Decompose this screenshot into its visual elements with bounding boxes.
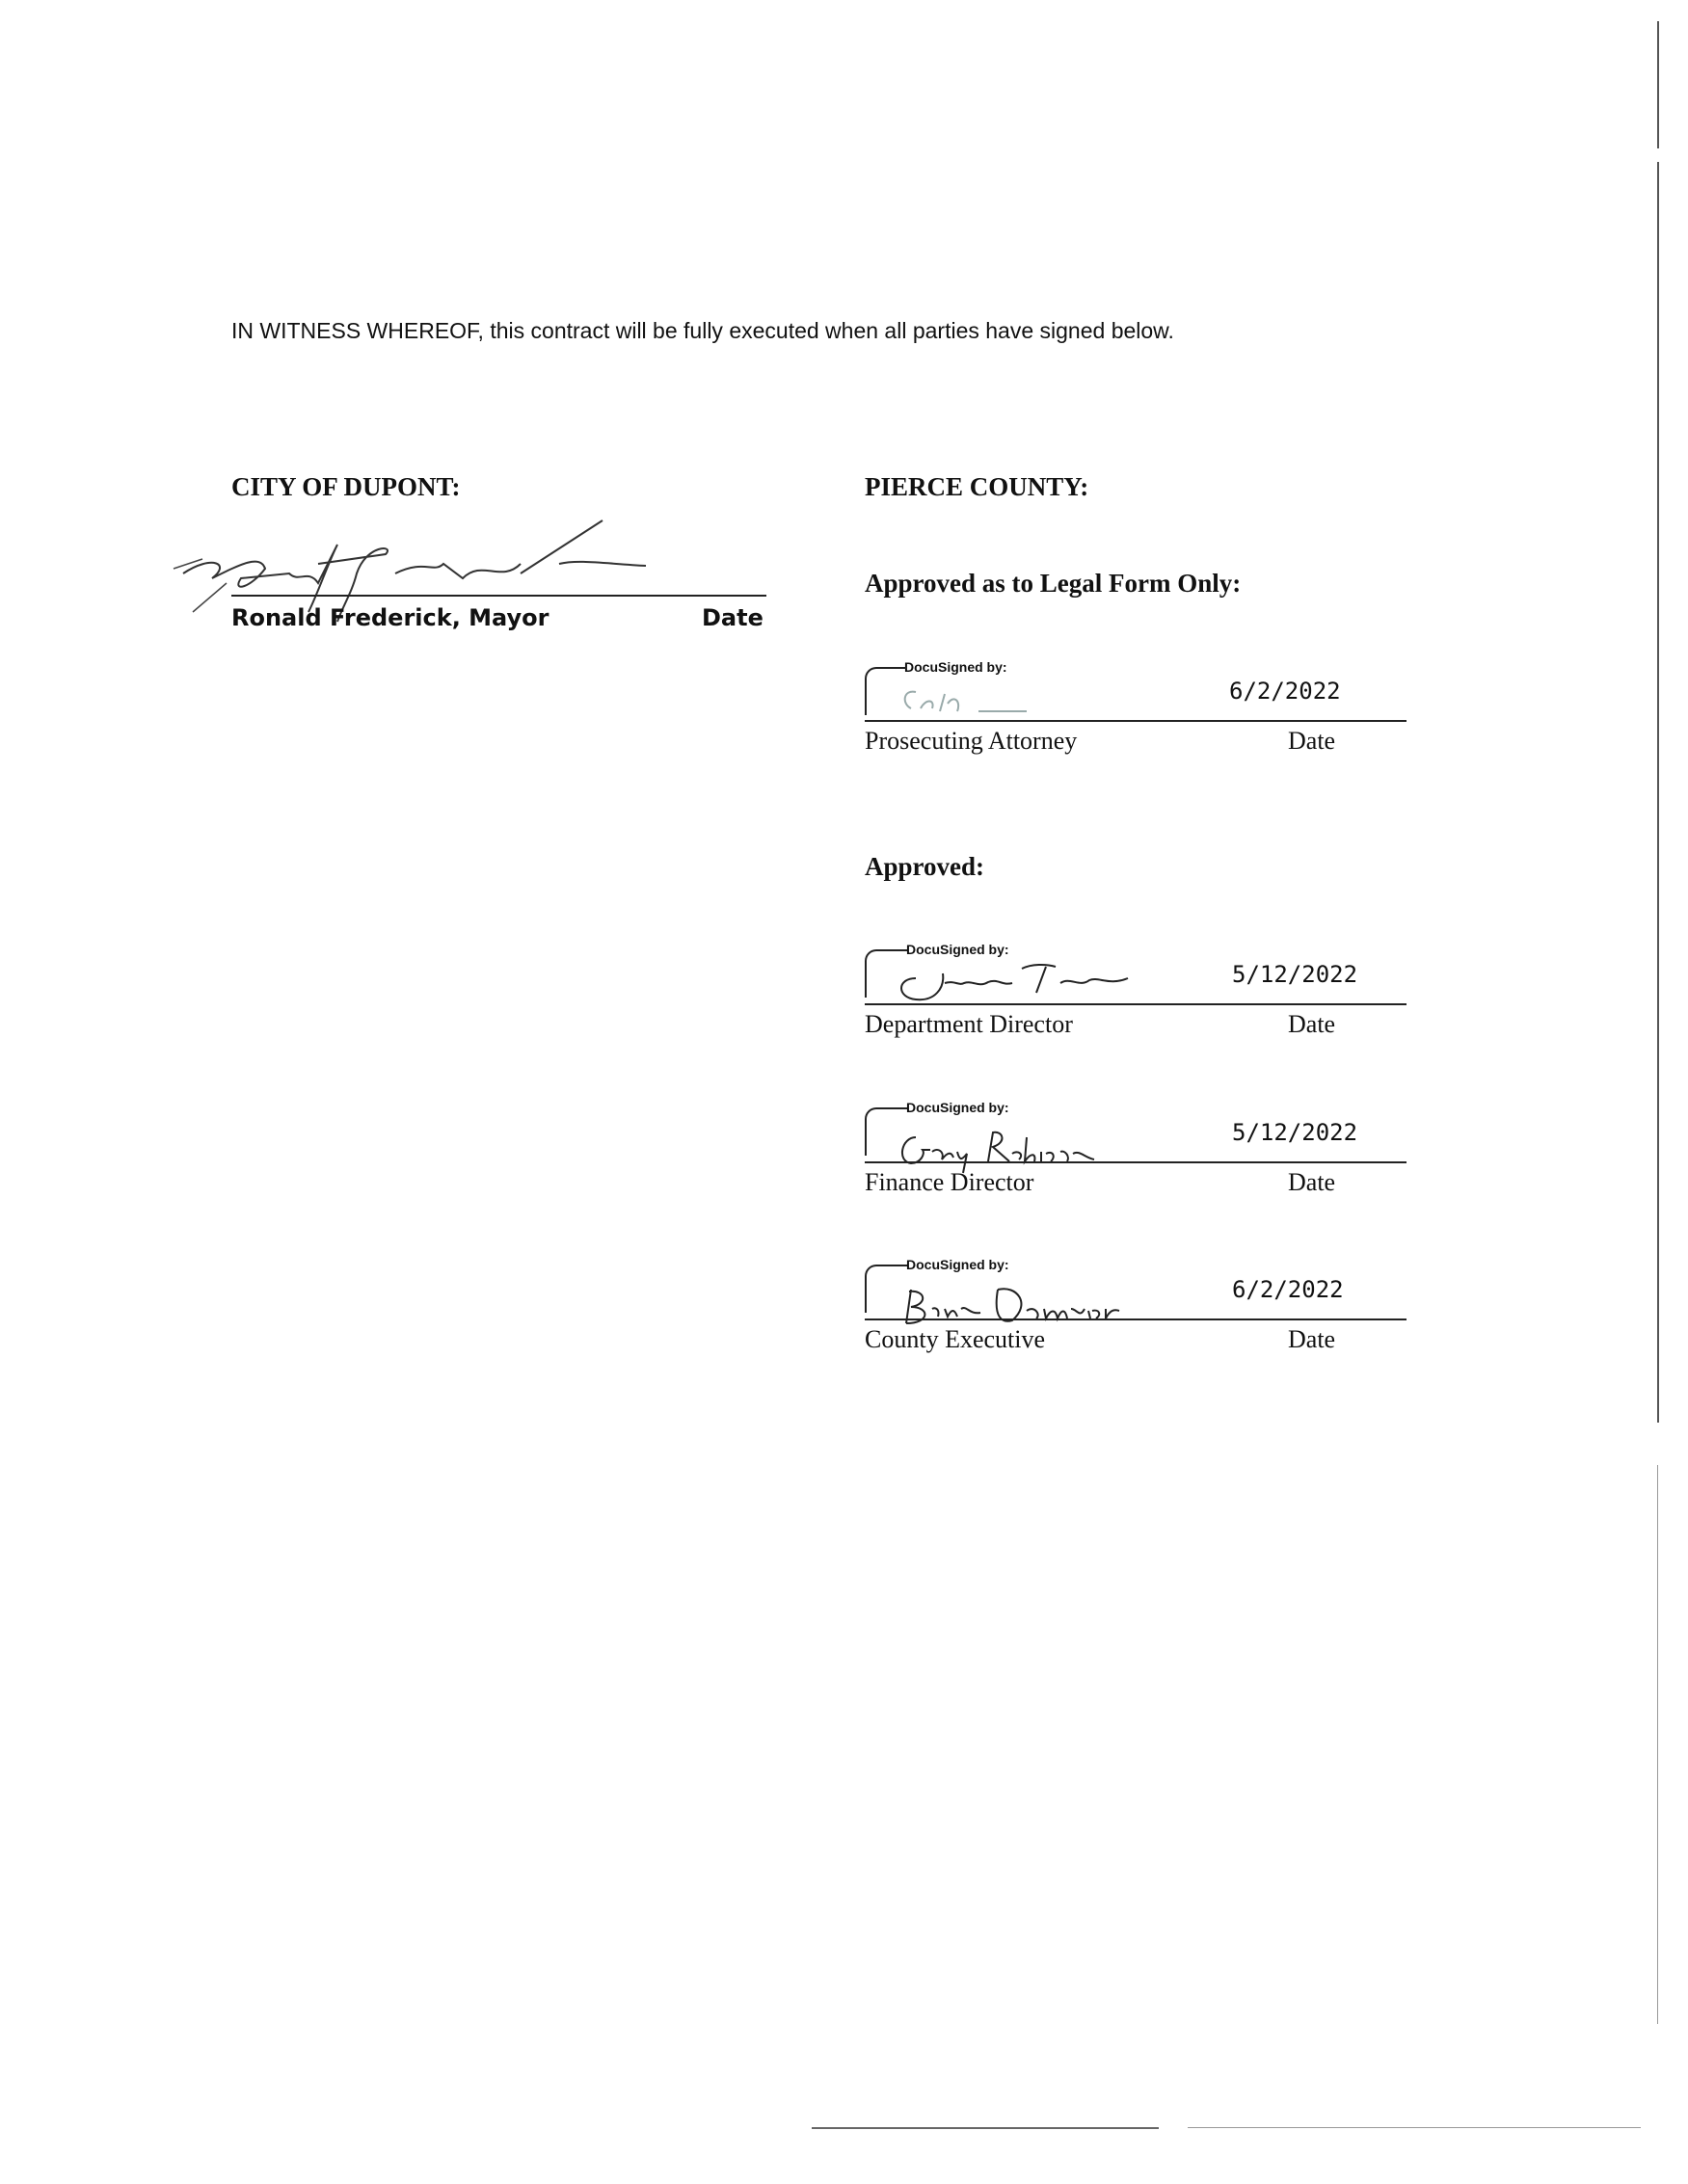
city-signer-name: Ronald Frederick, Mayor	[231, 604, 549, 631]
prosecuting-attorney-title: Prosecuting Attorney	[865, 727, 1078, 755]
county-heading: PIERCE COUNTY:	[865, 472, 1089, 501]
department-director-title: Department Director	[865, 1010, 1073, 1038]
scan-edge-lower	[1657, 1465, 1658, 2024]
docusigned-label: DocuSigned by:	[906, 942, 1009, 957]
county-executive-date: 6/2/2022	[1232, 1276, 1344, 1303]
prosecuting-attorney-date: 6/2/2022	[1229, 678, 1341, 705]
scan-edge-top	[1657, 21, 1659, 148]
docusigned-label: DocuSigned by:	[906, 1100, 1009, 1115]
finance-director-date: 5/12/2022	[1232, 1119, 1358, 1146]
docusigned-label: DocuSigned by:	[904, 659, 1007, 675]
docusigned-label: DocuSigned by:	[906, 1257, 1009, 1272]
signature-line	[865, 720, 1407, 722]
date-label: Date	[1288, 1325, 1336, 1353]
scan-edge-bottom-right	[1188, 2127, 1641, 2128]
city-heading: CITY OF DUPONT:	[231, 472, 461, 501]
scan-edge-bottom	[812, 2127, 1159, 2129]
date-label: Date	[1288, 1168, 1336, 1196]
scan-edge-main	[1657, 162, 1659, 1423]
date-label: Date	[1288, 1010, 1336, 1038]
signature-line	[865, 1161, 1407, 1163]
city-date-label: Date	[702, 604, 764, 631]
witness-statement: IN WITNESS WHEREOF, this contract will be fully executed when all parties have signed below.	[231, 318, 1174, 343]
legal-form-heading: Approved as to Legal Form Only:	[865, 569, 1242, 598]
signature-line	[865, 1003, 1407, 1005]
county-executive-title: County Executive	[865, 1325, 1046, 1353]
department-director-date: 5/12/2022	[1232, 961, 1358, 988]
approved-heading: Approved:	[865, 852, 985, 881]
finance-director-title: Finance Director	[865, 1168, 1034, 1196]
date-label: Date	[1288, 727, 1336, 755]
city-signature-line	[231, 595, 766, 597]
prosecuting-attorney-signature	[892, 675, 1056, 723]
department-director-signature	[887, 959, 1157, 1017]
signature-line	[865, 1318, 1407, 1320]
